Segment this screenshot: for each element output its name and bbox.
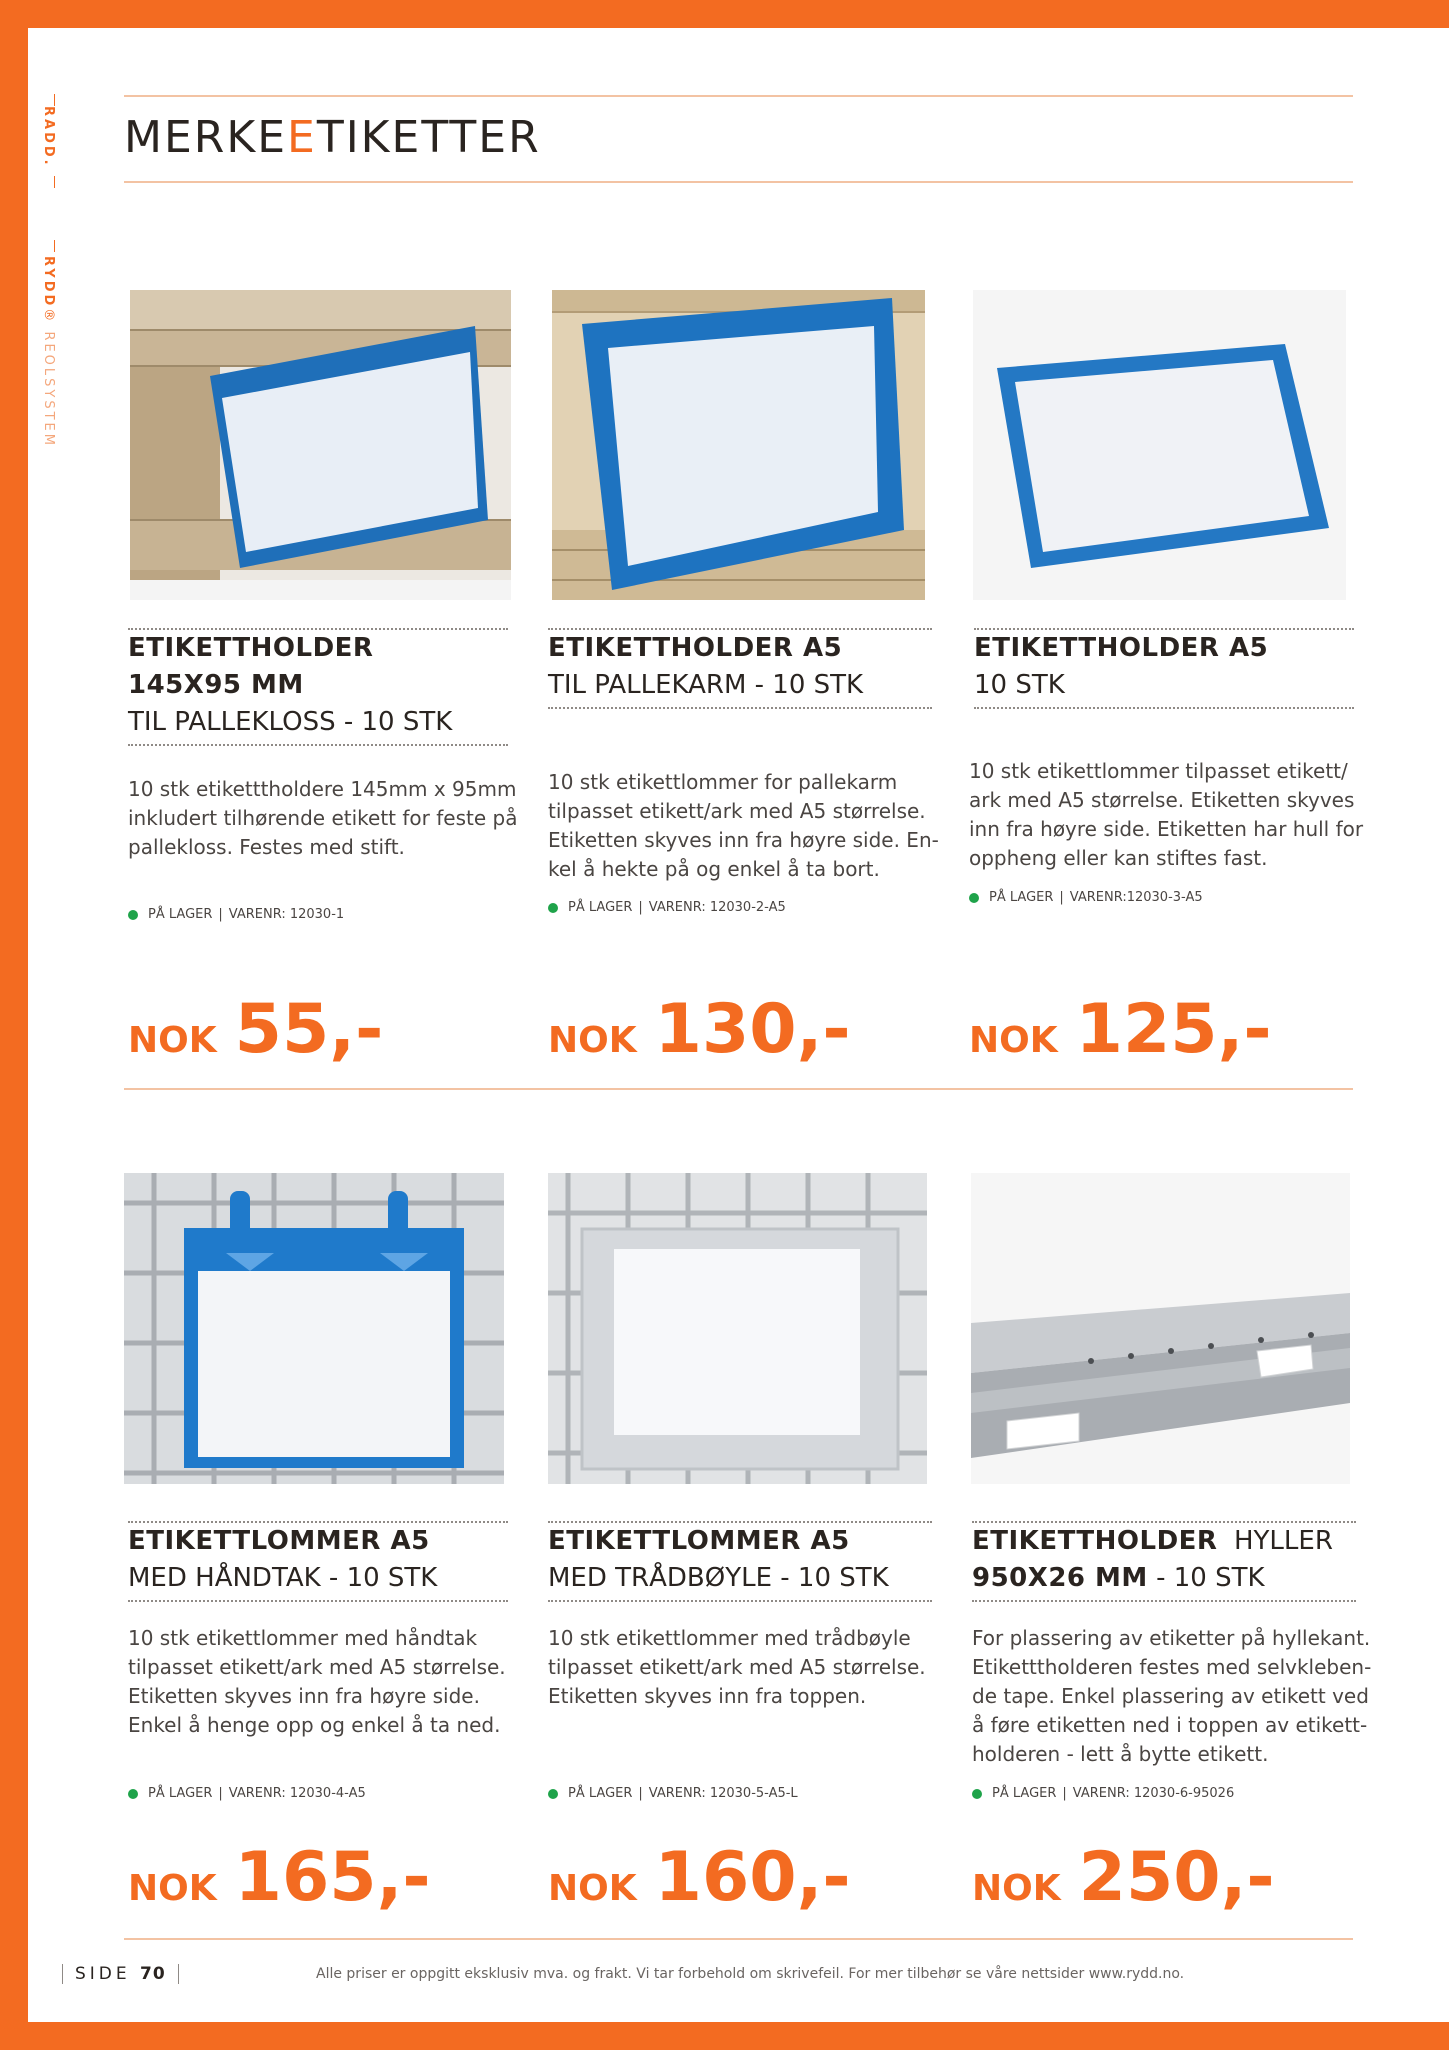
product-photo-5 bbox=[548, 1173, 927, 1484]
side-divider bbox=[54, 176, 55, 188]
product-price-3: NOK 125,- bbox=[969, 990, 1272, 1069]
stock-status-6: PÅ LAGER | VARENR: 12030-6-95026 bbox=[972, 1786, 1234, 1801]
in-stock-dot-icon bbox=[548, 903, 558, 913]
product-photo-6 bbox=[971, 1173, 1350, 1484]
divider bbox=[974, 707, 1354, 709]
product-description-5: 10 stk etikettlommer med trådbøyle tilpasset etikett/ark med A5 størrelse. Etiketten skyves inn fra toppen. bbox=[548, 1626, 926, 1708]
header-rule-top bbox=[124, 95, 1353, 97]
product-price-4: NOK 165,- bbox=[128, 1838, 431, 1917]
product-price-5: NOK 160,- bbox=[548, 1838, 851, 1917]
product-title-5: ETIKETTLOMMER A5 MED TRÅDBØYLE - 10 STK bbox=[548, 1526, 889, 1593]
product-photo-3 bbox=[973, 290, 1346, 600]
stock-status-3: PÅ LAGER | VARENR:12030-3-A5 bbox=[969, 890, 1203, 905]
side-divider bbox=[54, 94, 55, 106]
product-price-6: NOK 250,- bbox=[972, 1838, 1275, 1917]
row-divider bbox=[124, 1088, 1353, 1090]
in-stock-dot-icon bbox=[969, 893, 979, 903]
in-stock-dot-icon bbox=[972, 1789, 982, 1799]
divider bbox=[128, 1600, 508, 1602]
product-photo-1 bbox=[130, 290, 511, 600]
footer-divider bbox=[178, 1964, 179, 1984]
product-description-6: For plassering av etiketter på hyllekant. Etiketttholderen festes med selvkleben- de tape. Enkel plassering av etikett ved å føre etiketten ned i toppen av etikett- holderen - lett å bytte etikett. bbox=[972, 1626, 1372, 1766]
product-title-1: ETIKETTHOLDER 145X95 MM TIL PALLEKLOSS - 10 STK bbox=[128, 633, 453, 737]
side-divider bbox=[54, 240, 55, 252]
product-title-6: ETIKETTHOLDER HYLLER 950X26 MM - 10 STK bbox=[972, 1526, 1333, 1593]
product-description-1: 10 stk etiketttholdere 145mm x 95mm inkludert tilhørende etikett for feste på pallekloss. Festes med stift. bbox=[128, 777, 518, 859]
product-price-1: NOK 55,- bbox=[128, 990, 384, 1069]
footer-rule bbox=[124, 1938, 1353, 1940]
divider bbox=[972, 1600, 1356, 1602]
footer-divider bbox=[62, 1964, 63, 1984]
divider bbox=[548, 707, 932, 709]
in-stock-dot-icon bbox=[128, 910, 138, 920]
page-title: MERKEETIKETTER bbox=[124, 112, 541, 163]
stock-status-5: PÅ LAGER | VARENR: 12030-5-A5-L bbox=[548, 1786, 798, 1801]
product-description-3: 10 stk etikettlommer tilpasset etikett/ ark med A5 størrelse. Etiketten skyves inn fra høyre side. Etiketten har hull for oppheng eller kan stiftes fast. bbox=[969, 759, 1364, 870]
product-price-2: NOK 130,- bbox=[548, 990, 851, 1069]
side-brand-top: RADD. bbox=[41, 106, 56, 168]
in-stock-dot-icon bbox=[548, 1789, 558, 1799]
product-photo-4 bbox=[124, 1173, 504, 1484]
side-brand-bottom: RYDD® REOLSYSTEM bbox=[41, 256, 56, 448]
header-rule-bottom bbox=[124, 181, 1353, 183]
footer-disclaimer: Alle priser er oppgitt eksklusiv mva. og frakt. Vi tar forbehold om skrivefeil. For mer tilbehør se våre nettsider www.rydd.no. bbox=[316, 1966, 1185, 1982]
stock-status-2: PÅ LAGER | VARENR: 12030-2-A5 bbox=[548, 900, 786, 915]
page-number-block: SIDE 70 bbox=[62, 1964, 191, 1984]
product-description-2: 10 stk etikettlommer for pallekarm tilpasset etikett/ark med A5 størrelse. Etiketten skyves inn fra høyre side. En- kel å hekte på og enkel å ta bort. bbox=[548, 770, 939, 881]
in-stock-dot-icon bbox=[128, 1789, 138, 1799]
divider bbox=[128, 744, 508, 746]
stock-status-1: PÅ LAGER | VARENR: 12030-1 bbox=[128, 907, 344, 922]
stock-status-4: PÅ LAGER | VARENR: 12030-4-A5 bbox=[128, 1786, 366, 1801]
divider bbox=[548, 1600, 932, 1602]
product-photo-2 bbox=[552, 290, 925, 600]
product-title-2: ETIKETTHOLDER A5 TIL PALLEKARM - 10 STK bbox=[548, 633, 864, 700]
product-title-3: ETIKETTHOLDER A5 10 STK bbox=[974, 633, 1269, 700]
product-description-4: 10 stk etikettlommer med håndtak tilpasset etikett/ark med A5 størrelse. Etiketten skyves inn fra høyre side. Enkel å henge opp og enkel å ta ned. bbox=[128, 1626, 506, 1737]
product-title-4: ETIKETTLOMMER A5 MED HÅNDTAK - 10 STK bbox=[128, 1526, 438, 1593]
